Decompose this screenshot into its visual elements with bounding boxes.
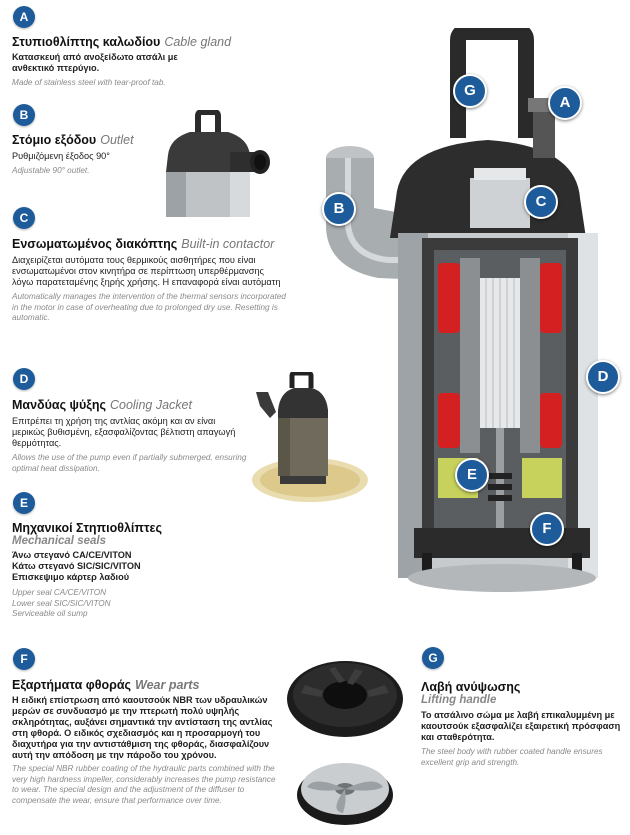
outlet-title: Στόμιο εξόδου Outlet — [12, 133, 134, 147]
section-mechanical-seals — [12, 521, 242, 620]
cable-gland-desc-gr: Κατασκευή από ανοξείδωτο ατσάλι με ανθεκτικό πτερύγιο. — [12, 52, 178, 73]
wear-parts-desc-gr: Η ειδική επίστρωση από καουτσούκ NBR των υδραυλικών μερών σε συνδυασμό με την πτερωτή πολύ υψηλής σκληρότητας, αυξάνει σημαντικά την αντίσταση της αντλίας στη φθορά. Ο ειδικός σχεδιασμός και η προσαρμογή του διαχυτήρα για την αντιστάθμιση της φθοράς, διασφαλίζουν αυτή την απόδοση με την πάροδο του χρόνου. — [12, 695, 273, 760]
badge-c: C — [13, 207, 35, 229]
section-cooling-jacket — [12, 398, 247, 474]
outlet-pump-image — [160, 110, 275, 220]
outlet-desc-gr: Ρυθμιζόμενη έξοδος 90° — [12, 151, 110, 161]
seal-line-gr-2: Κάτω στεγανό SIC/SIC/VITON — [12, 561, 141, 571]
diagram-badge-a: A — [548, 86, 582, 120]
badge-b: B — [13, 104, 35, 126]
diagram-badge-e: E — [455, 458, 489, 492]
section-built-in-contactor — [12, 237, 287, 324]
diagram-badge-g: G — [453, 74, 487, 108]
wear-parts-image — [285, 655, 405, 833]
lifting-handle-desc-en: The steel body with rubber coated handle ensures excellent grip and strength. — [421, 747, 603, 767]
lifting-handle-subtitle: Lifting handle — [421, 694, 497, 706]
cooling-jacket-desc-en: Allows the use of the pump even if partially submerged, ensuring optimal heat dissipation. — [12, 453, 247, 473]
section-wear-parts — [12, 678, 282, 806]
section-cable-gland — [12, 35, 312, 89]
diagram-badge-d: D — [586, 360, 620, 394]
lifting-handle-title: Λαβή ανύψωσης — [421, 680, 521, 694]
wear-parts-title: Εξαρτήματα φθοράς Wear parts — [12, 678, 200, 692]
section-lifting-handle — [421, 680, 621, 768]
diagram-badge-c: C — [524, 185, 558, 219]
cooling-jacket-desc-gr: Επιτρέπει τη χρήση της αντλίας ακόμη και αν είναι μερικώς βυθισμένη, εξασφαλίζοντας βέλτιστη απαγωγή θερμότητας. — [12, 416, 236, 448]
seal-line-gr-1: Άνω στεγανό CA/CE/VITON — [12, 550, 132, 560]
seal-line-en-2: Lower seal SIC/SIC/VITON — [12, 598, 111, 608]
badge-a: A — [13, 6, 35, 28]
lifting-handle-desc-gr: Το ατσάλινο σώμα με λαβή επικαλυμμένη με καουτσούκ εξασφαλίζει εξαιρετική πρόσφαση και σταθερότητα. — [421, 710, 621, 742]
badge-e: E — [13, 492, 35, 514]
cooling-jacket-title: Μανδύας ψύξης Cooling Jacket — [12, 398, 192, 412]
badge-g: G — [422, 647, 444, 669]
outlet-desc-en: Adjustable 90° outlet. — [12, 166, 90, 175]
seal-line-en-3: Serviceable oil sump — [12, 609, 88, 618]
contactor-desc-gr: Διαχειρίζεται αυτόματα τους θερμικούς αισθητήρες που είναι ενσωματωμένοι στον κινητήρα σε περίπτωση υπερθέρμανσης λόγω παρατεταμένης ξηρής χρήσης. Η επαναφορά είναι αυτόματη — [12, 255, 281, 287]
diagram-badge-f: F — [530, 512, 564, 546]
contactor-desc-en: Automatically manages the intervention of the thermal sensors incorporated in the motor in case of overheating due to prolonged dry use. Resetting is automatic. — [12, 292, 286, 322]
seal-line-en-1: Upper seal CA/CE/VITON — [12, 588, 107, 597]
badge-f: F — [13, 648, 35, 670]
badge-d: D — [13, 368, 35, 390]
mechanical-seals-title: Μηχανικοί Στηπιοθλίπτες — [12, 521, 162, 535]
pump-cutaway-diagram — [318, 28, 628, 608]
diagram-badge-b: B — [322, 192, 356, 226]
cable-gland-desc-en: Made of stainless steel with tear-proof tab. — [12, 78, 166, 87]
contactor-title: Ενσωματωμένος διακόπτης Built-in contactor — [12, 237, 275, 251]
wear-parts-desc-en: The special NBR rubber coating of the hydraulic parts combined with the very high hardness impeller, considerably increases the pump resistance to wear. The special design and the adjustment of the diffuser to compensate the wear, ensure that performance over time. — [12, 764, 276, 805]
mechanical-seals-subtitle: Mechanical seals — [12, 535, 106, 547]
seal-line-gr-3: Επισκεψιμο κάρτερ λαδιού — [12, 572, 130, 582]
cable-gland-title: Στυπιοθλίπτης καλωδίου Cable gland — [12, 35, 232, 49]
section-outlet — [12, 133, 162, 177]
